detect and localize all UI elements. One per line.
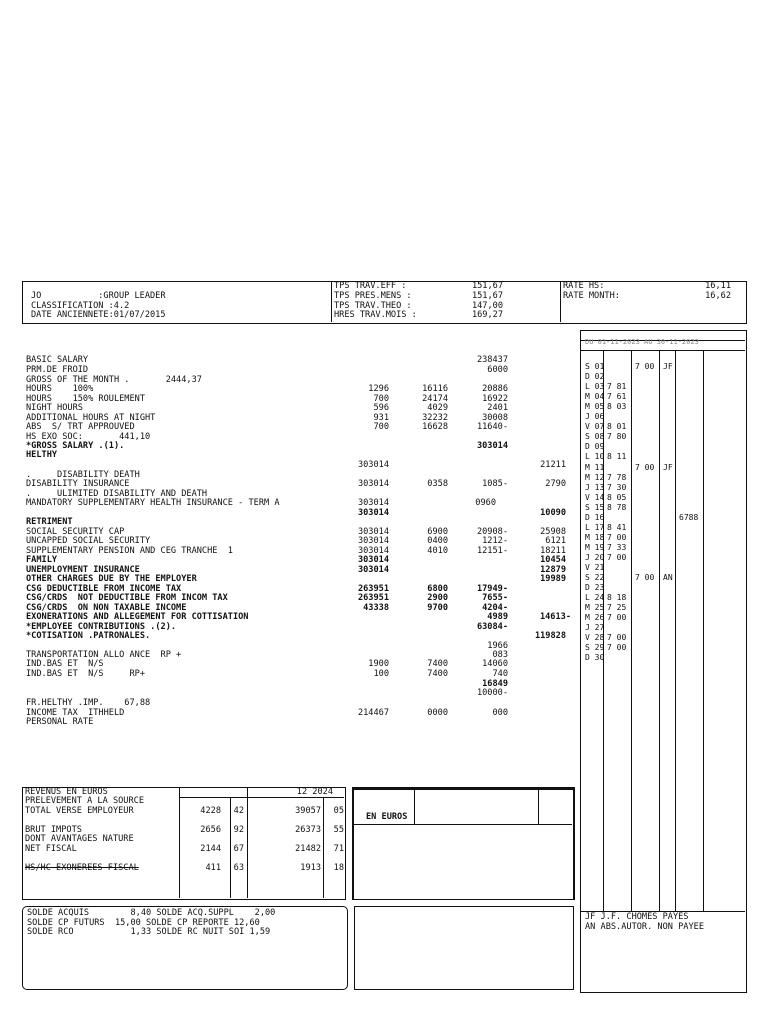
line-value-c4: 303014 <box>476 441 508 451</box>
net-box <box>352 787 575 900</box>
line-value-c1: 1900 <box>368 659 389 669</box>
line-value-c1: 303014 <box>357 527 389 537</box>
calendar-day: M 12 <box>585 472 605 482</box>
line-value-c2: 4029 <box>427 403 448 413</box>
line-value-c4: 14060 <box>482 659 508 669</box>
calendar-cell: 7 33 <box>607 542 627 552</box>
income-value: 1913 <box>300 863 321 874</box>
income-value: 92 <box>233 824 244 835</box>
line-label: BASIC SALARY <box>26 355 89 365</box>
calendar-day: M 19 <box>585 542 605 552</box>
line-value-c4: 238437 <box>476 355 508 365</box>
line-value-c2: 0000 <box>427 708 448 718</box>
calendar-cell: AN <box>663 573 673 583</box>
line-label: TRANSPORTATION ALLO ANCE RP + <box>26 650 182 660</box>
line-value-c3: 0960 <box>475 498 496 508</box>
header-mid-label-1: TPS TRAV.EFF : <box>334 281 407 291</box>
income-value: 18 <box>333 863 344 874</box>
line-value-c4: 000 <box>492 708 508 718</box>
header-mid-value-3: 147,00 <box>471 301 503 311</box>
line-value-c4: 63084- <box>476 622 508 632</box>
line-label: . ULIMITED DISABILITY AND DEATH <box>26 489 208 499</box>
line-value-c4: 740 <box>492 669 508 679</box>
header-right-value-2: 16,62 <box>705 291 731 301</box>
line-value-c4: 11640- <box>476 422 508 432</box>
header-mid-label-3: TPS TRAV.THEO : <box>334 301 412 311</box>
line-value-c6: 19989 <box>540 574 566 584</box>
calendar-panel <box>580 330 747 993</box>
line-label: IND.BAS ET N/S <box>26 659 104 669</box>
line-value-c6: 6121 <box>545 536 566 546</box>
header-divider-1 <box>331 282 332 322</box>
line-value-c2: 6800 <box>427 584 448 594</box>
line-value-c1: 303014 <box>357 565 389 575</box>
calendar-day: M 11 <box>585 462 605 472</box>
line-value-c6: 21211 <box>540 460 566 470</box>
line-value-c6: 18211 <box>540 546 566 556</box>
balance-line-2: SOLDE CP FUTURS 15,00 SOLDE CP REPORTE 12,60 <box>27 918 260 928</box>
net-label: EN EUROS <box>366 812 408 822</box>
income-label: TOTAL VERSE EMPLOYEUR <box>25 805 134 816</box>
line-value-c2: 32232 <box>422 413 448 423</box>
line-label: UNCAPPED SOCIAL SECURITY <box>26 536 151 546</box>
calendar-day: M 18 <box>585 532 605 542</box>
line-value-c4: 20908- <box>476 527 508 537</box>
calendar-cell: 7 00 <box>607 613 627 623</box>
line-value-c4: 12151- <box>476 546 508 556</box>
income-box <box>22 787 346 900</box>
income-value: 05 <box>333 805 344 816</box>
calendar-cell: 8 78 <box>607 502 627 512</box>
income-value: 411 <box>205 863 221 874</box>
header-right-value-1: 16,11 <box>705 281 731 291</box>
line-value-c1: 263951 <box>357 593 389 603</box>
line-value-c4: 16922 <box>482 394 508 404</box>
line-value-c4: 083 <box>492 650 508 660</box>
line-value-c1: 303014 <box>357 498 389 508</box>
income-value: 21482 <box>295 844 321 854</box>
calendar-cell: JF <box>663 462 673 472</box>
income-label: HS/HC EXONEREES FISCAL <box>25 863 139 874</box>
calendar-day: V 07 <box>585 422 605 432</box>
calendar-day: S 15 <box>585 502 605 512</box>
calendar-cell: 8 11 <box>607 452 627 462</box>
calendar-note-2: AN ABS.AUTOR. NON PAYEE <box>585 922 704 932</box>
line-label: ABS S/ TRT APPROUVED <box>26 422 135 432</box>
income-value: 2656 <box>200 824 221 835</box>
line-value-c1: 700 <box>373 394 389 404</box>
calendar-cell: 7 00 <box>607 532 627 542</box>
line-value-c6: 25908 <box>540 527 566 537</box>
line-value-c2: 7400 <box>427 659 448 669</box>
line-value-c4: 1966 <box>487 641 508 651</box>
line-value-c1: 214467 <box>357 708 389 718</box>
line-value-c4: 4989 <box>487 612 508 622</box>
line-label: DISABILITY INSURANCE <box>26 479 130 489</box>
line-label: MANDATORY SUPPLEMENTARY HEALTH INSURANCE - TERM A <box>26 498 280 508</box>
calendar-cell: 7 00 <box>607 643 627 653</box>
line-label: IND.BAS ET N/S RP+ <box>26 669 145 679</box>
line-value-c2: 0358 <box>427 479 448 489</box>
line-value-c4: 1212- <box>482 536 508 546</box>
line-label: HELTHY <box>26 450 58 460</box>
calendar-day: D 23 <box>585 583 605 593</box>
header-divider-2 <box>560 282 561 322</box>
header-left-line-1: JO :GROUP LEADER <box>31 291 166 301</box>
calendar-day: S 01 <box>585 362 605 371</box>
header-mid-label-4: HRES TRAV.MOIS : <box>334 310 417 320</box>
calendar-cell: 7 00 <box>607 633 627 643</box>
calendar-day: V 21 <box>585 563 605 572</box>
line-label: FR.HELTHY .IMP. 67,88 <box>26 698 151 708</box>
line-value-c4: 7655- <box>482 593 508 603</box>
calendar-cell: 8 03 <box>607 402 627 412</box>
line-label: CSG DEDUCTIBLE FROM INCOME TAX <box>26 584 182 594</box>
line-label: PERSONAL RATE <box>26 717 94 727</box>
income-col-3 <box>323 797 324 898</box>
header-mid-value-4: 169,27 <box>471 310 503 320</box>
income-value: 71 <box>333 844 344 854</box>
income-header-right: 12 2024 <box>296 787 333 797</box>
header-right-label-1: RATE HS: <box>563 281 605 291</box>
line-label: CSG/CRDS NOT DEDUCTIBLE FROM INCOM TAX <box>26 593 228 603</box>
line-label: GROSS OF THE MONTH . 2444,37 <box>26 375 202 385</box>
calendar-day: M 26 <box>585 613 605 623</box>
balance-line-3: SOLDE RCO 1,33 SOLDE RC NUIT SOI 1,59 <box>27 927 271 937</box>
calendar-day: D 16 <box>585 512 605 522</box>
income-col-1 <box>179 788 180 898</box>
line-value-c4: 20886 <box>482 384 508 394</box>
line-value-c2: 7400 <box>427 669 448 679</box>
line-value-c1: 700 <box>373 422 389 432</box>
line-label: NIGHT HOURS <box>26 403 83 413</box>
line-value-c2: 16628 <box>422 422 448 432</box>
calendar-cell: 6788 <box>679 512 699 522</box>
header-box <box>22 281 747 324</box>
calendar-cell: 7 81 <box>607 382 627 392</box>
line-value-c2: 2900 <box>427 593 448 603</box>
line-label: HS EXO SOC: 441,10 <box>26 432 151 442</box>
line-value-c2: 6900 <box>427 527 448 537</box>
calendar-day: L 10 <box>585 452 605 462</box>
line-value-c6: 2790 <box>545 479 566 489</box>
calendar-day: S 29 <box>585 643 605 653</box>
header-mid-value-1: 151,67 <box>471 281 503 291</box>
line-value-c4: 2401 <box>487 403 508 413</box>
calendar-col-2 <box>631 350 632 911</box>
line-value-c1: 263951 <box>357 584 389 594</box>
line-value-c1: 596 <box>373 403 389 413</box>
header-left-line-3: DATE ANCIENNETE:01/07/2015 <box>31 310 166 320</box>
calendar-cell: 7 80 <box>607 432 627 442</box>
line-label: RETRIMENT <box>26 517 73 527</box>
income-label: BRUT IMPOTS <box>25 824 82 835</box>
calendar-day: M 25 <box>585 603 605 613</box>
line-value-c1: 303014 <box>357 508 389 518</box>
line-label: . DISABILITY DEATH <box>26 470 140 480</box>
line-value-c4: 4204- <box>482 603 508 613</box>
calendar-day: J 27 <box>585 623 605 633</box>
calendar-cell: 7 00 <box>635 362 655 371</box>
calendar-header: DU 01-11-2023 AU 30-11-2023 <box>585 338 699 346</box>
calendar-cell: 7 00 <box>635 573 655 583</box>
calendar-day: J 20 <box>585 552 605 562</box>
calendar-cell: JF <box>663 362 673 371</box>
line-value-c4: 1085- <box>482 479 508 489</box>
line-value-c1: 303014 <box>357 555 389 565</box>
calendar-day: J 13 <box>585 482 605 492</box>
line-label: *COTISATION .PATRONALES. <box>26 631 151 641</box>
line-value-c6: 12879 <box>540 565 566 575</box>
line-value-c2: 0400 <box>427 536 448 546</box>
income-col-2 <box>247 788 248 898</box>
income-value: 4228 <box>200 805 221 816</box>
line-label: SUPPLEMENTARY PENSION AND CEG TRANCHE 1 <box>26 546 233 556</box>
calendar-cell: 7 61 <box>607 392 627 402</box>
net-col-2 <box>538 790 539 824</box>
line-value-c1: 303014 <box>357 479 389 489</box>
net-rule <box>354 824 572 825</box>
calendar-cell: 7 78 <box>607 472 627 482</box>
line-value-c1: 1296 <box>368 384 389 394</box>
header-right-label-2: RATE MONTH: <box>563 291 620 301</box>
income-header-left: REVENUS EN EUROS <box>25 787 108 797</box>
line-value-c2: 4010 <box>427 546 448 556</box>
calendar-day: J 06 <box>585 412 605 422</box>
calendar-cell: 7 00 <box>635 462 655 472</box>
header-left-line-2: CLASSIFICATION :4.2 <box>31 301 130 311</box>
income-label: NET FISCAL <box>25 844 77 854</box>
line-label: *GROSS SALARY .(1). <box>26 441 125 451</box>
calendar-day: D 02 <box>585 372 605 382</box>
income-value: 39057 <box>295 805 321 816</box>
calendar-col-3 <box>659 350 660 911</box>
line-value-c1: 100 <box>373 669 389 679</box>
balance-line-1: SOLDE ACQUIS 8,40 SOLDE ACQ.SUPPL 2,00 <box>27 908 276 918</box>
line-value-c1: 303014 <box>357 536 389 546</box>
balances-box <box>22 906 348 990</box>
line-label: CSG/CRDS ON NON TAXABLE INCOME <box>26 603 187 613</box>
income-value: 55 <box>333 824 344 835</box>
line-value-c2: 9700 <box>427 603 448 613</box>
calendar-cell: 8 01 <box>607 422 627 432</box>
calendar-day: V 28 <box>585 633 605 643</box>
income-label: DONT AVANTAGES NATURE <box>25 834 134 845</box>
calendar-day: L 17 <box>585 522 605 532</box>
calendar-day: S 08 <box>585 432 605 442</box>
calendar-cell: 7 25 <box>607 603 627 613</box>
calendar-cell: 8 18 <box>607 593 627 603</box>
calendar-day: L 03 <box>585 382 605 392</box>
calendar-day: D 30 <box>585 653 605 663</box>
net-col-1 <box>414 790 415 824</box>
line-value-c2: 24174 <box>422 394 448 404</box>
line-label: *EMPLOYEE CONTRIBUTIONS .(2). <box>26 622 177 632</box>
line-label: INCOME TAX ITHHELD <box>26 708 125 718</box>
signature-box <box>354 906 574 990</box>
line-value-c1: 931 <box>373 413 389 423</box>
line-value-c6: 10454 <box>540 555 566 565</box>
calendar-cell: 7 30 <box>607 482 627 492</box>
line-value-c4: 10000- <box>476 688 508 698</box>
line-label: OTHER CHARGES DUE BY THE EMPLOYER <box>26 574 197 584</box>
line-label: FAMILY <box>26 555 58 565</box>
income-label: PRELEVEMENT A LA SOURCE <box>25 796 144 806</box>
calendar-day: L 24 <box>585 593 605 603</box>
income-value: 67 <box>233 844 244 854</box>
line-value-c6: 10090 <box>540 508 566 518</box>
header-mid-value-2: 151,67 <box>471 291 503 301</box>
line-label: HOURS 100% <box>26 384 94 394</box>
line-value-c2: 16116 <box>422 384 448 394</box>
line-value-c6: 119828 <box>534 631 566 641</box>
calendar-cell: 7 00 <box>607 552 627 562</box>
calendar-note-1: JF J.F. CHOMES PAYES <box>585 912 689 922</box>
calendar-day: S 22 <box>585 573 605 583</box>
line-label: HOURS 150% ROULEMENT <box>26 394 145 404</box>
line-value-c1: 303014 <box>357 546 389 556</box>
calendar-header-rule-2 <box>581 350 745 351</box>
line-value-c4: 16849 <box>482 679 508 689</box>
calendar-col-4 <box>675 350 676 911</box>
line-label: PRM.DE FROID <box>26 365 89 375</box>
calendar-day: V 14 <box>585 492 605 502</box>
calendar-col-5 <box>703 350 704 911</box>
line-label: SOCIAL SECURITY CAP <box>26 527 125 537</box>
line-label: ADDITIONAL HOURS AT NIGHT <box>26 413 156 423</box>
line-value-c4: 30008 <box>482 413 508 423</box>
calendar-cell: 8 05 <box>607 492 627 502</box>
line-value-c4: 17949- <box>476 584 508 594</box>
line-label: UNEMPLOYMENT INSURANCE <box>26 565 140 575</box>
income-value: 2144 <box>200 844 221 854</box>
calendar-day: M 04 <box>585 392 605 402</box>
line-value-c5: 14613- <box>539 612 571 622</box>
header-mid-label-2: TPS PRES.MENS : <box>334 291 412 301</box>
calendar-day: D 09 <box>585 442 605 452</box>
line-value-c4: 6000 <box>487 365 508 375</box>
line-label: EXONERATIONS AND ALLEGEMENT FOR COTTISATION <box>26 612 249 622</box>
income-value: 42 <box>233 805 244 816</box>
line-value-c1: 43338 <box>363 603 389 613</box>
line-value-c1: 303014 <box>357 460 389 470</box>
calendar-cell: 8 41 <box>607 522 627 532</box>
income-value: 63 <box>233 863 244 874</box>
calendar-day: M 05 <box>585 402 605 412</box>
income-value: 26373 <box>295 824 321 835</box>
